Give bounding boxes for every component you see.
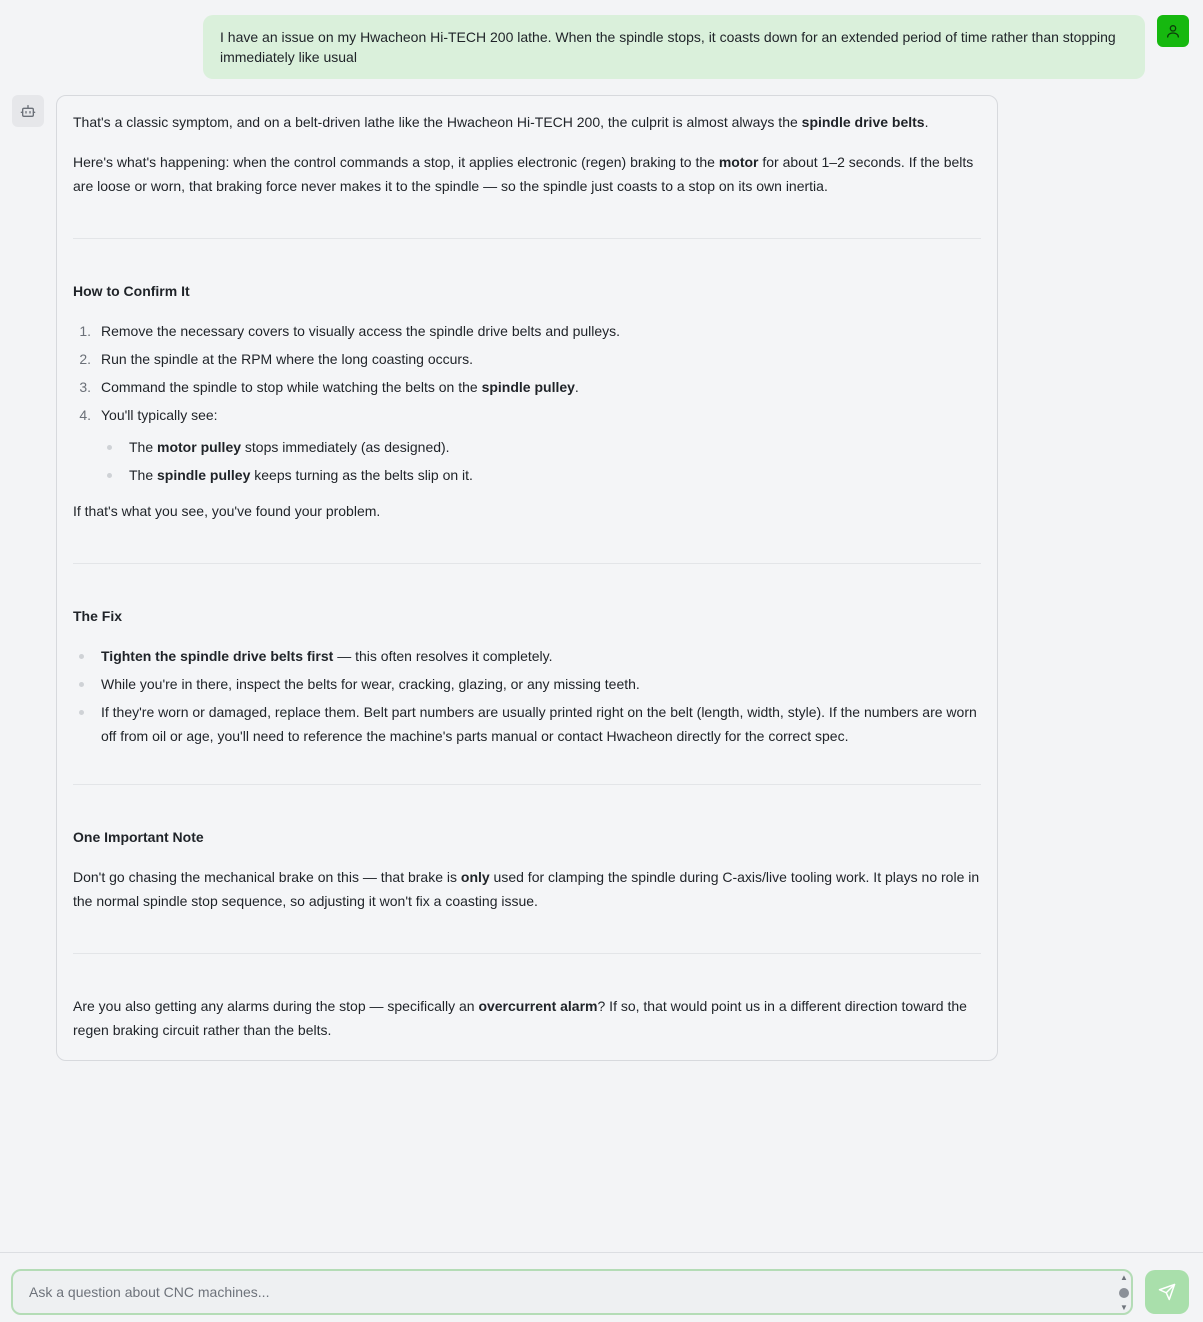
text-run: The	[129, 467, 158, 483]
list-item	[73, 375, 981, 399]
bold-text: Tighten the spindle drive belts first	[101, 648, 334, 664]
send-button[interactable]	[1145, 1270, 1189, 1314]
list-item	[101, 435, 981, 459]
text-run: .	[924, 114, 929, 130]
text-run: stops immediately (as designed).	[241, 439, 450, 455]
composer-bar	[0, 1252, 1203, 1322]
user-avatar	[1157, 15, 1189, 47]
bold-text: spindle drive belts	[801, 114, 925, 130]
text-run: — this often resolves it completely.	[333, 648, 553, 664]
bold-text: spindle pulley	[157, 467, 251, 483]
note-heading: One Important Note	[73, 829, 204, 845]
bold-text: motor pulley	[157, 439, 242, 455]
list-item-text: Run the spindle at the RPM where the long coasting occurs.	[101, 351, 473, 367]
scroll-up-icon[interactable]: ▲	[1120, 1273, 1128, 1282]
intro-paragraph-1	[73, 110, 981, 134]
list-number: 4.	[79, 407, 91, 423]
confirm-closing: If that's what you see, you've found your problem.	[73, 503, 381, 519]
fix-bullet-list	[73, 644, 981, 748]
section-divider	[73, 784, 981, 785]
text-run: Don't go chasing the mechanical brake on this — that brake is	[73, 869, 461, 885]
list-item	[73, 672, 981, 696]
list-item	[101, 463, 981, 487]
bold-text: spindle pulley	[481, 379, 575, 395]
user-message-bubble	[203, 15, 1145, 79]
text-run: ? If so, that would point us in a different direction toward the regen braking circuit rather than the belts.	[73, 998, 967, 1038]
scroll-thumb[interactable]	[1119, 1288, 1129, 1298]
fix-heading: The Fix	[73, 608, 123, 624]
intro-paragraph-2	[73, 150, 981, 198]
note-paragraph	[73, 865, 981, 913]
text-run: Are you also getting any alarms during the stop — specifically an	[73, 998, 479, 1014]
text-run: used for clamping the spindle during C-axis/live tooling work. It plays no role in the normal spindle stop sequence, so adjusting it won't fix a coasting issue.	[73, 869, 980, 909]
send-icon	[1158, 1283, 1176, 1301]
list-item-text: Remove the necessary covers to visually access the spindle drive belts and pulleys.	[101, 323, 621, 339]
list-item-text: Command the spindle to stop while watching the belts on the	[101, 379, 482, 395]
list-number: 3.	[79, 379, 91, 395]
text-run: That's a classic symptom, and on a belt-driven lathe like the Hwacheon Hi-TECH 200, the culprit is almost always the	[73, 114, 802, 130]
confirm-steps-list	[73, 319, 981, 487]
bot-avatar	[12, 95, 44, 127]
list-item-text: If they're worn or damaged, replace them. Belt part numbers are usually printed right on the belt (length, width, style). If the numbers are worn off from oil or age, you'll need to reference the machine's parts manual or contact Hwacheon directly for the correct spec.	[101, 704, 977, 744]
section-divider	[73, 238, 981, 239]
confirm-heading: How to Confirm It	[73, 283, 190, 299]
list-item-text: You'll typically see:	[101, 407, 218, 423]
text-run: .	[574, 379, 579, 395]
user-message-row	[203, 15, 1189, 79]
list-item	[73, 700, 981, 748]
scroll-down-icon[interactable]: ▼	[1120, 1303, 1128, 1312]
text-run: keeps turning as the belts slip on it.	[250, 467, 473, 483]
section-divider	[73, 563, 981, 564]
bold-text: overcurrent alarm	[478, 998, 598, 1014]
bold-text: motor	[718, 154, 759, 170]
list-item	[73, 319, 981, 343]
list-number: 2.	[79, 351, 91, 367]
question-input[interactable]	[11, 1269, 1133, 1315]
list-item	[73, 403, 981, 487]
list-item-text: While you're in there, inspect the belts for wear, cracking, glazing, or any missing teeth.	[101, 676, 640, 692]
text-run: Here's what's happening: when the control commands a stop, it applies electronic (regen) braking to the	[73, 154, 719, 170]
text-run: The	[129, 439, 158, 455]
question-paragraph	[73, 994, 981, 1042]
list-item	[73, 644, 981, 668]
bot-message-bubble	[56, 95, 998, 1061]
sub-bullet-list	[101, 435, 981, 487]
section-divider	[73, 953, 981, 954]
input-scroll-control[interactable]	[1116, 1274, 1132, 1312]
user-message-text: I have an issue on my Hwacheon Hi-TECH 200 lathe. When the spindle stops, it coasts down for an extended period of time rather than stopping immediately like usual	[220, 29, 1116, 65]
text-run: for about 1–2 seconds. If the belts are loose or worn, that braking force never makes it to the spindle — so the spindle just coasts to a stop on its own inertia.	[73, 154, 974, 194]
bold-text: only	[460, 869, 490, 885]
bot-icon	[20, 103, 36, 119]
list-number: 1.	[79, 323, 91, 339]
list-item	[73, 347, 981, 371]
user-icon	[1165, 23, 1181, 39]
